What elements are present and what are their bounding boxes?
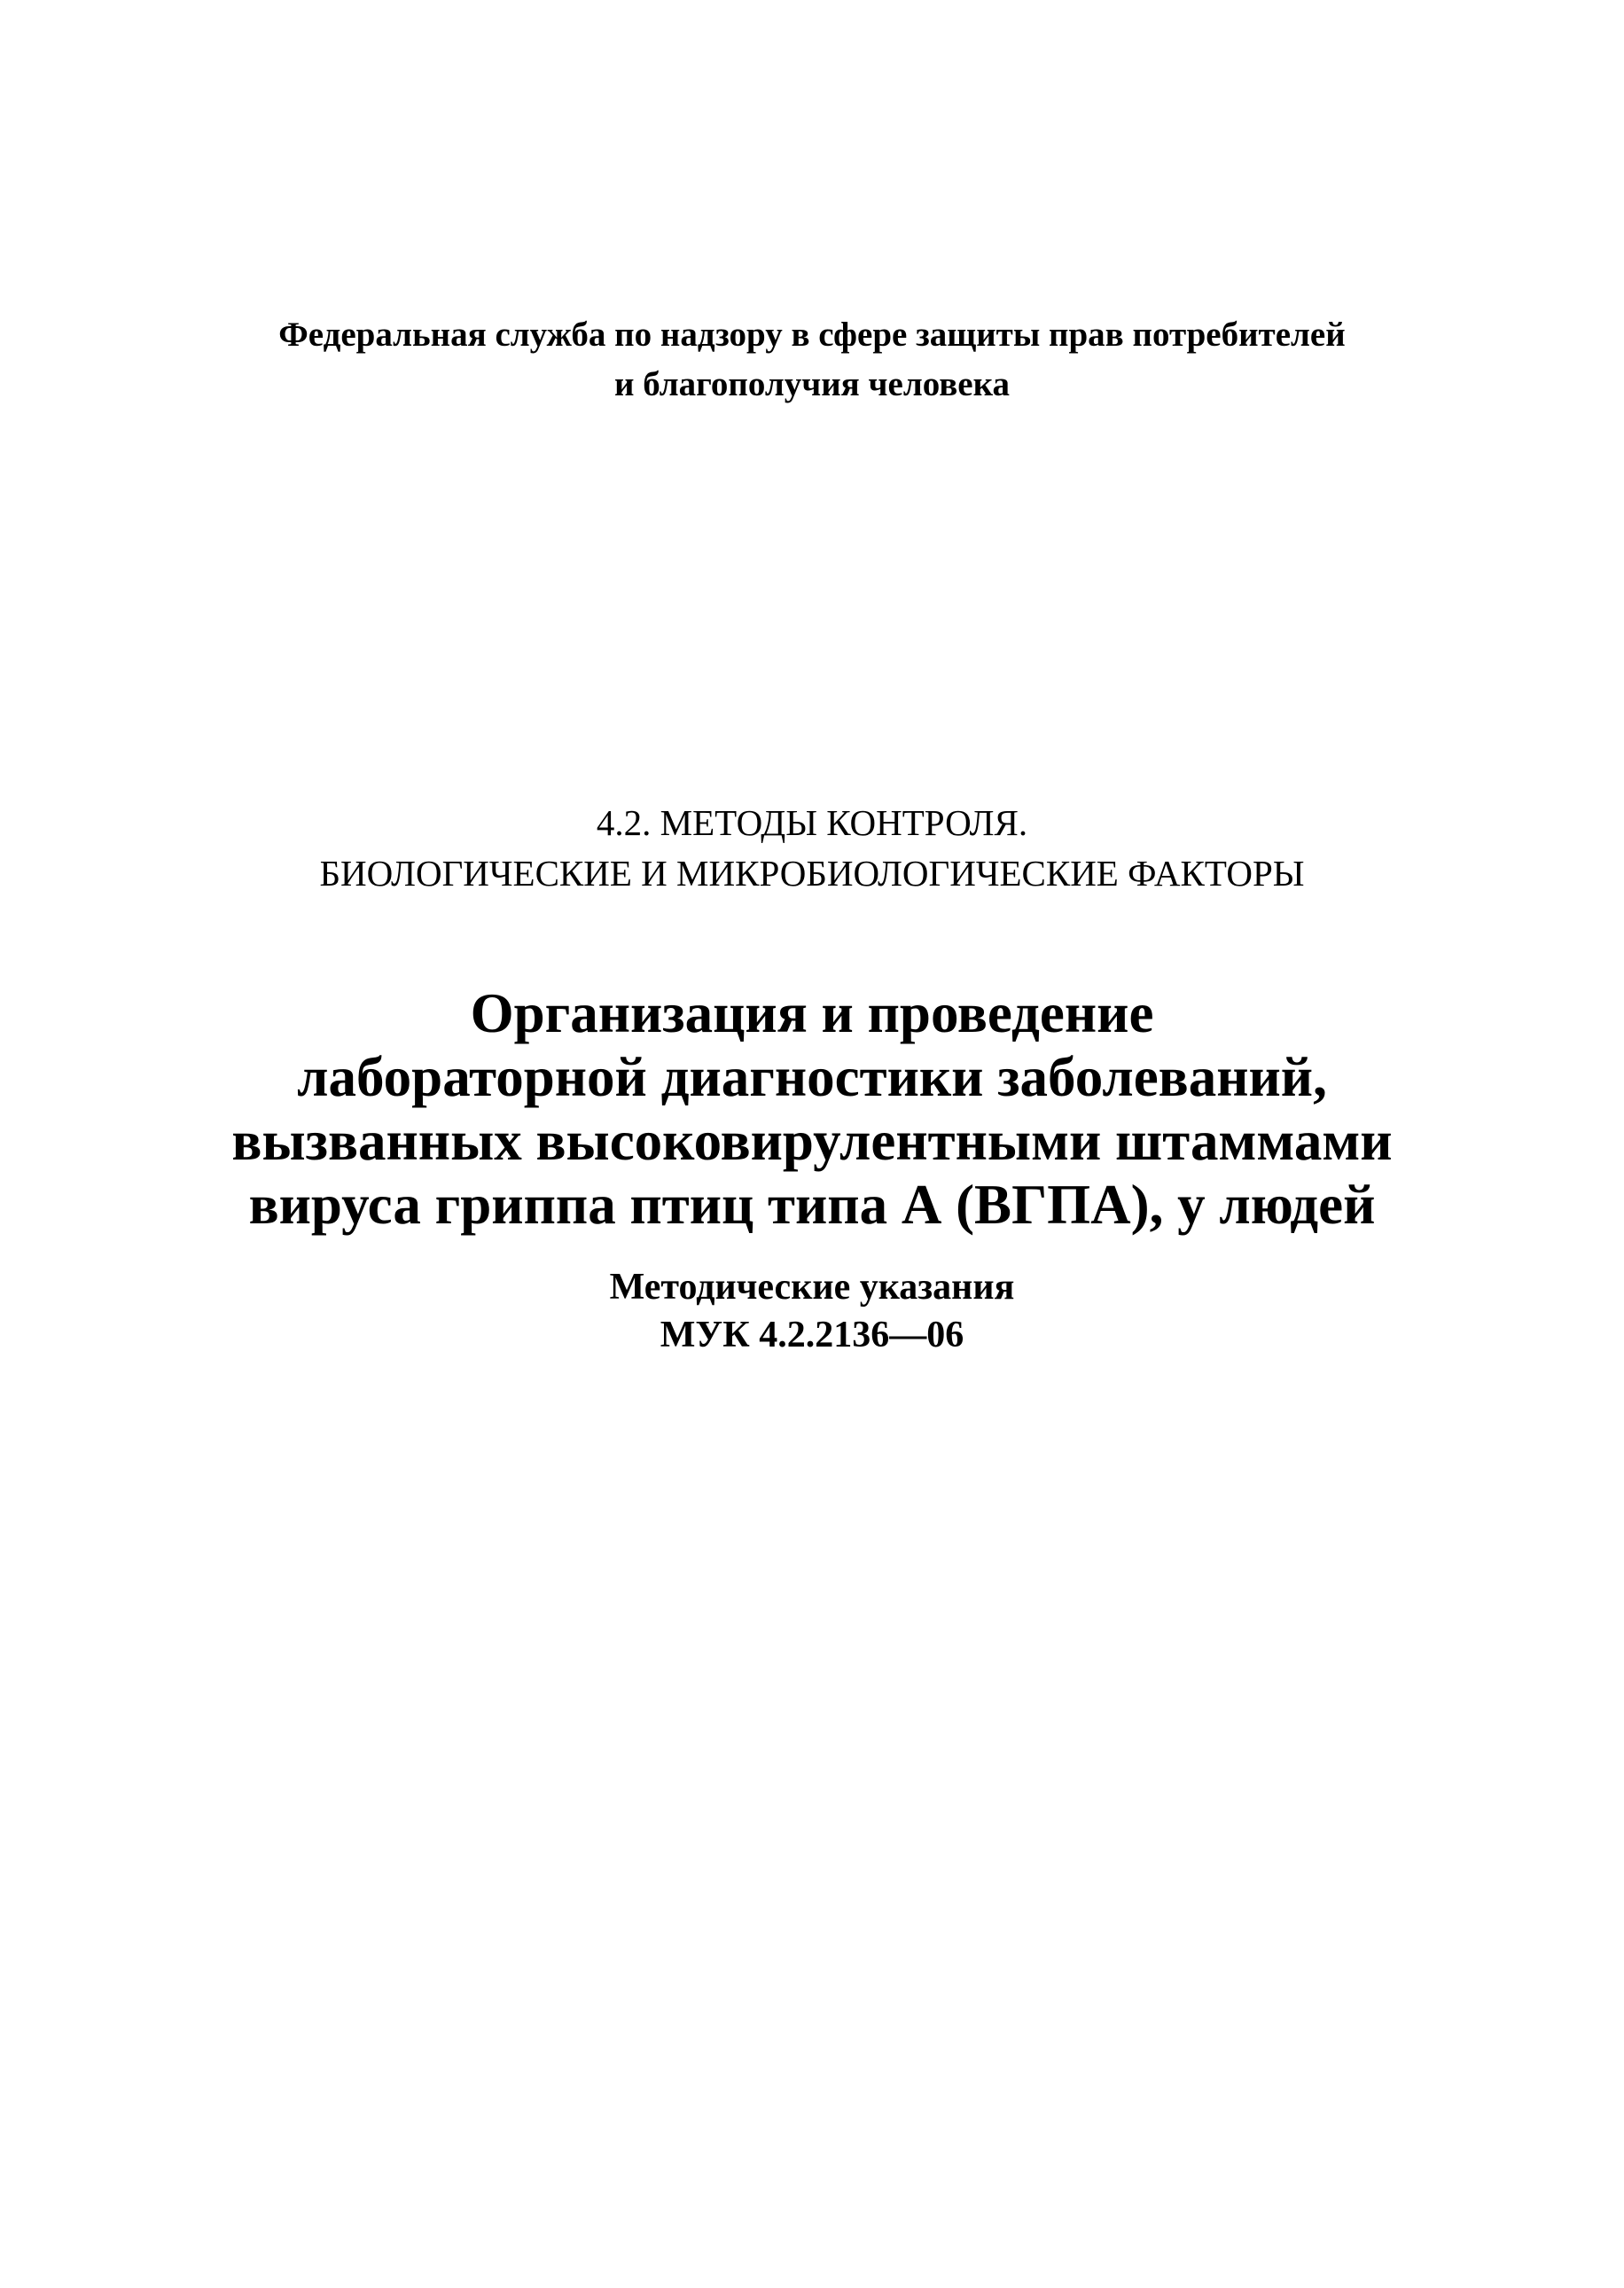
- series-line-1: 4.2. МЕТОДЫ КОНТРОЛЯ.: [596, 802, 1028, 843]
- document-type: [0, 1263, 1624, 1359]
- document-title: [0, 981, 1624, 1237]
- title-line-4: вируса гриппа птиц типа А (ВГПА), у людей: [248, 1174, 1376, 1236]
- series-line-2: БИОЛОГИЧЕСКИЕ И МИКРОБИОЛОГИЧЕСКИЕ ФАКТОРЫ: [319, 853, 1305, 894]
- title-line-1: Организация и проведение: [470, 982, 1154, 1044]
- agency-line-2: и благополучия человека: [614, 365, 1010, 403]
- series-heading: [0, 798, 1624, 899]
- agency-heading: [0, 310, 1624, 410]
- document-type-label: Методические указания: [609, 1267, 1015, 1308]
- title-line-3: вызванных высоковирулентными штаммами: [231, 1110, 1393, 1172]
- title-line-2: лабораторной диагностики заболеваний,: [297, 1046, 1327, 1108]
- document-code: МУК 4.2.2136—06: [660, 1315, 964, 1355]
- agency-line-1: Федеральная служба по надзору в сфере защиты прав потребителей: [278, 316, 1346, 354]
